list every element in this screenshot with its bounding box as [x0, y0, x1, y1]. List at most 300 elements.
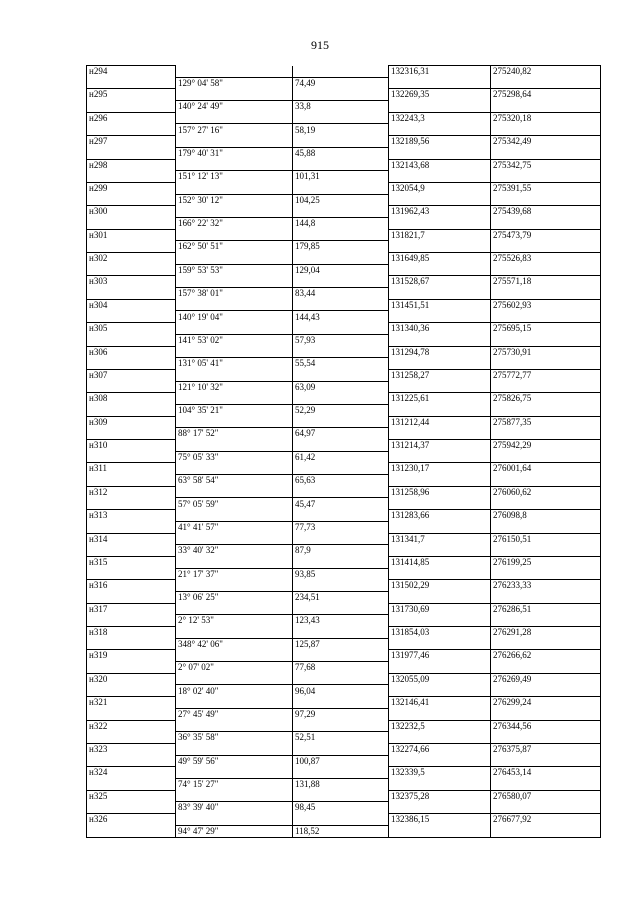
empty-cell — [491, 662, 601, 674]
empty-cell — [293, 136, 389, 148]
segment-row — [87, 288, 601, 300]
empty-cell — [87, 381, 176, 393]
direction-angle: 141° 53' 02" — [176, 334, 293, 346]
empty-cell — [176, 790, 293, 802]
segment-row — [87, 77, 601, 89]
point-row — [87, 650, 601, 662]
direction-angle: 88° 17' 52" — [176, 428, 293, 440]
empty-cell — [293, 182, 389, 194]
empty-cell — [293, 743, 389, 755]
segment-row — [87, 334, 601, 346]
y-coordinate: 275602,93 — [491, 299, 601, 311]
empty-cell — [293, 767, 389, 779]
empty-cell — [389, 288, 491, 300]
empty-cell — [389, 521, 491, 533]
point-name: н317 — [87, 603, 176, 615]
y-coordinate: 275473,79 — [491, 229, 601, 241]
empty-cell — [87, 77, 176, 89]
empty-cell — [87, 101, 176, 113]
segment-length: 45,88 — [293, 147, 389, 159]
direction-angle: 348° 42' 06" — [176, 638, 293, 650]
empty-cell — [293, 603, 389, 615]
segment-row — [87, 708, 601, 720]
empty-cell — [87, 685, 176, 697]
empty-cell — [176, 697, 293, 709]
x-coordinate: 132143,68 — [389, 159, 491, 171]
point-name: н326 — [87, 814, 176, 826]
segment-length: 57,93 — [293, 334, 389, 346]
point-row — [87, 206, 601, 218]
point-row — [87, 556, 601, 568]
empty-cell — [389, 264, 491, 276]
x-coordinate: 132146,41 — [389, 697, 491, 709]
segment-row — [87, 311, 601, 323]
segment-row — [87, 825, 601, 837]
point-row — [87, 159, 601, 171]
empty-cell — [293, 66, 389, 78]
point-name: н313 — [87, 510, 176, 522]
point-row — [87, 89, 601, 101]
x-coordinate: 131225,61 — [389, 393, 491, 405]
empty-cell — [176, 369, 293, 381]
point-name: н310 — [87, 440, 176, 452]
empty-cell — [491, 194, 601, 206]
empty-cell — [176, 206, 293, 218]
segment-length: 100,87 — [293, 755, 389, 767]
point-row — [87, 673, 601, 685]
empty-cell — [87, 171, 176, 183]
segment-length: 77,73 — [293, 521, 389, 533]
point-name: н299 — [87, 182, 176, 194]
direction-angle: 83° 39' 40" — [176, 802, 293, 814]
empty-cell — [389, 615, 491, 627]
point-row — [87, 814, 601, 826]
x-coordinate: 132054,9 — [389, 182, 491, 194]
point-row — [87, 276, 601, 288]
point-row — [87, 603, 601, 615]
x-coordinate: 132189,56 — [389, 136, 491, 148]
empty-cell — [176, 66, 293, 78]
segment-length: 144,8 — [293, 217, 389, 229]
direction-angle: 159° 53' 53" — [176, 264, 293, 276]
y-coordinate: 276580,07 — [491, 790, 601, 802]
x-coordinate: 131214,37 — [389, 440, 491, 452]
empty-cell — [491, 451, 601, 463]
direction-angle: 49° 59' 56" — [176, 755, 293, 767]
empty-cell — [293, 323, 389, 335]
segment-row — [87, 545, 601, 557]
y-coordinate: 275439,68 — [491, 206, 601, 218]
empty-cell — [176, 533, 293, 545]
point-name: н300 — [87, 206, 176, 218]
empty-cell — [389, 778, 491, 790]
empty-cell — [87, 778, 176, 790]
empty-cell — [389, 334, 491, 346]
empty-cell — [293, 440, 389, 452]
direction-angle: 162° 50' 51" — [176, 241, 293, 253]
empty-cell — [491, 708, 601, 720]
direction-angle: 2° 12' 53" — [176, 615, 293, 627]
empty-cell — [176, 673, 293, 685]
empty-cell — [87, 568, 176, 580]
empty-cell — [176, 510, 293, 522]
segment-length: 55,54 — [293, 358, 389, 370]
segment-row — [87, 802, 601, 814]
y-coordinate: 275695,15 — [491, 323, 601, 335]
segment-length: 96,04 — [293, 685, 389, 697]
point-name: н311 — [87, 463, 176, 475]
segment-row — [87, 428, 601, 440]
segment-row — [87, 615, 601, 627]
empty-cell — [389, 241, 491, 253]
empty-cell — [176, 182, 293, 194]
point-name: н319 — [87, 650, 176, 662]
point-name: н318 — [87, 627, 176, 639]
segment-row — [87, 662, 601, 674]
point-name: н308 — [87, 393, 176, 405]
y-coordinate: 276344,56 — [491, 720, 601, 732]
empty-cell — [293, 416, 389, 428]
y-coordinate: 275826,75 — [491, 393, 601, 405]
empty-cell — [87, 615, 176, 627]
empty-cell — [293, 533, 389, 545]
x-coordinate: 131212,44 — [389, 416, 491, 428]
empty-cell — [87, 732, 176, 744]
empty-cell — [293, 627, 389, 639]
direction-angle: 41° 41' 57" — [176, 521, 293, 533]
segment-row — [87, 101, 601, 113]
x-coordinate: 132243,3 — [389, 112, 491, 124]
empty-cell — [176, 463, 293, 475]
empty-cell — [491, 732, 601, 744]
segment-length: 64,97 — [293, 428, 389, 440]
empty-cell — [87, 147, 176, 159]
empty-cell — [491, 381, 601, 393]
empty-cell — [176, 346, 293, 358]
segment-length: 101,31 — [293, 171, 389, 183]
direction-angle: 57° 05' 59" — [176, 498, 293, 510]
empty-cell — [87, 825, 176, 837]
x-coordinate: 131451,51 — [389, 299, 491, 311]
empty-cell — [293, 112, 389, 124]
y-coordinate: 275391,55 — [491, 182, 601, 194]
empty-cell — [389, 171, 491, 183]
y-coordinate: 276150,51 — [491, 533, 601, 545]
y-coordinate: 276269,49 — [491, 673, 601, 685]
point-row — [87, 463, 601, 475]
empty-cell — [491, 77, 601, 89]
empty-cell — [389, 194, 491, 206]
x-coordinate: 131230,17 — [389, 463, 491, 475]
empty-cell — [491, 568, 601, 580]
empty-cell — [87, 545, 176, 557]
segment-length: 98,45 — [293, 802, 389, 814]
direction-angle: 131° 05' 41" — [176, 358, 293, 370]
point-name: н301 — [87, 229, 176, 241]
point-row — [87, 229, 601, 241]
point-name: н304 — [87, 299, 176, 311]
y-coordinate: 276233,33 — [491, 580, 601, 592]
empty-cell — [491, 217, 601, 229]
segment-length: 129,04 — [293, 264, 389, 276]
direction-angle: 140° 19' 04" — [176, 311, 293, 323]
point-row — [87, 66, 601, 78]
empty-cell — [87, 591, 176, 603]
empty-cell — [389, 311, 491, 323]
empty-cell — [491, 685, 601, 697]
empty-cell — [491, 545, 601, 557]
empty-cell — [176, 556, 293, 568]
empty-cell — [389, 381, 491, 393]
empty-cell — [87, 404, 176, 416]
segment-row — [87, 147, 601, 159]
empty-cell — [293, 159, 389, 171]
x-coordinate: 132232,5 — [389, 720, 491, 732]
empty-cell — [87, 498, 176, 510]
direction-angle: 152° 30' 12" — [176, 194, 293, 206]
point-row — [87, 182, 601, 194]
segment-length: 144,43 — [293, 311, 389, 323]
segment-row — [87, 638, 601, 650]
y-coordinate: 275571,18 — [491, 276, 601, 288]
empty-cell — [389, 685, 491, 697]
segment-row — [87, 475, 601, 487]
point-name: н314 — [87, 533, 176, 545]
point-row — [87, 627, 601, 639]
direction-angle: 94° 47' 29" — [176, 825, 293, 837]
empty-cell — [293, 486, 389, 498]
x-coordinate: 132316,31 — [389, 66, 491, 78]
segment-length: 58,19 — [293, 124, 389, 136]
empty-cell — [176, 580, 293, 592]
y-coordinate: 275298,64 — [491, 89, 601, 101]
x-coordinate: 131258,27 — [389, 369, 491, 381]
point-name: н298 — [87, 159, 176, 171]
direction-angle: 13° 06' 25" — [176, 591, 293, 603]
empty-cell — [293, 697, 389, 709]
empty-cell — [87, 334, 176, 346]
segment-row — [87, 521, 601, 533]
direction-angle: 74° 15' 27" — [176, 778, 293, 790]
empty-cell — [293, 346, 389, 358]
empty-cell — [87, 311, 176, 323]
y-coordinate: 276060,62 — [491, 486, 601, 498]
point-name: н296 — [87, 112, 176, 124]
point-row — [87, 580, 601, 592]
y-coordinate: 276199,25 — [491, 556, 601, 568]
y-coordinate: 275240,82 — [491, 66, 601, 78]
empty-cell — [491, 428, 601, 440]
empty-cell — [389, 428, 491, 440]
empty-cell — [176, 112, 293, 124]
empty-cell — [389, 825, 491, 837]
empty-cell — [491, 591, 601, 603]
segment-length: 65,63 — [293, 475, 389, 487]
point-name: н325 — [87, 790, 176, 802]
segment-length: 234,51 — [293, 591, 389, 603]
empty-cell — [389, 475, 491, 487]
empty-cell — [87, 194, 176, 206]
empty-cell — [491, 638, 601, 650]
empty-cell — [293, 253, 389, 265]
segment-length: 83,44 — [293, 288, 389, 300]
segment-length: 74,49 — [293, 77, 389, 89]
direction-angle: 36° 35' 58" — [176, 732, 293, 744]
direction-angle: 21° 17' 37" — [176, 568, 293, 580]
empty-cell — [491, 334, 601, 346]
empty-cell — [87, 451, 176, 463]
empty-cell — [293, 650, 389, 662]
x-coordinate: 131821,7 — [389, 229, 491, 241]
point-row — [87, 112, 601, 124]
empty-cell — [389, 358, 491, 370]
empty-cell — [491, 802, 601, 814]
x-coordinate: 131258,96 — [389, 486, 491, 498]
empty-cell — [293, 369, 389, 381]
empty-cell — [491, 521, 601, 533]
segment-length: 77,68 — [293, 662, 389, 674]
empty-cell — [389, 802, 491, 814]
point-name: н305 — [87, 323, 176, 335]
empty-cell — [293, 393, 389, 405]
empty-cell — [87, 708, 176, 720]
point-row — [87, 416, 601, 428]
empty-cell — [176, 136, 293, 148]
x-coordinate: 131341,7 — [389, 533, 491, 545]
point-name: н302 — [87, 253, 176, 265]
direction-angle: 179° 40' 31" — [176, 147, 293, 159]
x-coordinate: 132269,35 — [389, 89, 491, 101]
segment-row — [87, 124, 601, 136]
point-name: н303 — [87, 276, 176, 288]
point-name: н316 — [87, 580, 176, 592]
empty-cell — [491, 147, 601, 159]
segment-length: 33,8 — [293, 101, 389, 113]
point-row — [87, 346, 601, 358]
x-coordinate: 131294,78 — [389, 346, 491, 358]
coordinates-table — [86, 65, 601, 838]
segment-length: 131,88 — [293, 778, 389, 790]
point-row — [87, 253, 601, 265]
point-name: н294 — [87, 66, 176, 78]
empty-cell — [293, 673, 389, 685]
y-coordinate: 275877,35 — [491, 416, 601, 428]
y-coordinate: 276098,8 — [491, 510, 601, 522]
empty-cell — [389, 147, 491, 159]
empty-cell — [491, 615, 601, 627]
segment-row — [87, 732, 601, 744]
point-name: н320 — [87, 673, 176, 685]
x-coordinate: 132339,5 — [389, 767, 491, 779]
direction-angle: 129° 04' 58" — [176, 77, 293, 89]
direction-angle: 121° 10' 32" — [176, 381, 293, 393]
x-coordinate: 131854,03 — [389, 627, 491, 639]
empty-cell — [176, 627, 293, 639]
point-name: н297 — [87, 136, 176, 148]
empty-cell — [87, 264, 176, 276]
empty-cell — [293, 790, 389, 802]
segment-row — [87, 264, 601, 276]
empty-cell — [87, 428, 176, 440]
empty-cell — [389, 451, 491, 463]
segment-row — [87, 755, 601, 767]
point-name: н306 — [87, 346, 176, 358]
empty-cell — [87, 802, 176, 814]
empty-cell — [87, 475, 176, 487]
empty-cell — [87, 124, 176, 136]
x-coordinate: 132274,66 — [389, 743, 491, 755]
segment-length: 93,85 — [293, 568, 389, 580]
y-coordinate: 276453,14 — [491, 767, 601, 779]
empty-cell — [293, 556, 389, 568]
point-name: н324 — [87, 767, 176, 779]
y-coordinate: 275772,77 — [491, 369, 601, 381]
empty-cell — [491, 475, 601, 487]
empty-cell — [176, 603, 293, 615]
direction-angle: 27° 45' 49" — [176, 708, 293, 720]
empty-cell — [176, 743, 293, 755]
empty-cell — [491, 124, 601, 136]
direction-angle: 157° 27' 16" — [176, 124, 293, 136]
y-coordinate: 275320,18 — [491, 112, 601, 124]
empty-cell — [176, 89, 293, 101]
point-row — [87, 440, 601, 452]
empty-cell — [491, 778, 601, 790]
empty-cell — [176, 814, 293, 826]
segment-row — [87, 358, 601, 370]
empty-cell — [293, 580, 389, 592]
y-coordinate: 276375,87 — [491, 743, 601, 755]
empty-cell — [293, 814, 389, 826]
empty-cell — [389, 101, 491, 113]
empty-cell — [293, 229, 389, 241]
empty-cell — [491, 404, 601, 416]
empty-cell — [87, 288, 176, 300]
y-coordinate: 276001,64 — [491, 463, 601, 475]
y-coordinate: 276677,92 — [491, 814, 601, 826]
empty-cell — [389, 77, 491, 89]
point-row — [87, 743, 601, 755]
y-coordinate: 275730,91 — [491, 346, 601, 358]
point-row — [87, 486, 601, 498]
x-coordinate: 131528,67 — [389, 276, 491, 288]
empty-cell — [491, 241, 601, 253]
point-row — [87, 323, 601, 335]
empty-cell — [176, 416, 293, 428]
empty-cell — [491, 825, 601, 837]
x-coordinate: 131962,43 — [389, 206, 491, 218]
empty-cell — [176, 650, 293, 662]
empty-cell — [293, 720, 389, 732]
empty-cell — [176, 393, 293, 405]
y-coordinate: 275526,83 — [491, 253, 601, 265]
empty-cell — [176, 486, 293, 498]
point-name: н312 — [87, 486, 176, 498]
segment-row — [87, 451, 601, 463]
direction-angle: 151° 12' 13" — [176, 171, 293, 183]
segment-row — [87, 171, 601, 183]
direction-angle: 63° 58' 54" — [176, 475, 293, 487]
segment-length: 87,9 — [293, 545, 389, 557]
point-row — [87, 533, 601, 545]
x-coordinate: 131649,85 — [389, 253, 491, 265]
segment-length: 179,85 — [293, 241, 389, 253]
point-name: н321 — [87, 697, 176, 709]
segment-length: 125,87 — [293, 638, 389, 650]
empty-cell — [176, 299, 293, 311]
segment-row — [87, 498, 601, 510]
segment-length: 45,47 — [293, 498, 389, 510]
